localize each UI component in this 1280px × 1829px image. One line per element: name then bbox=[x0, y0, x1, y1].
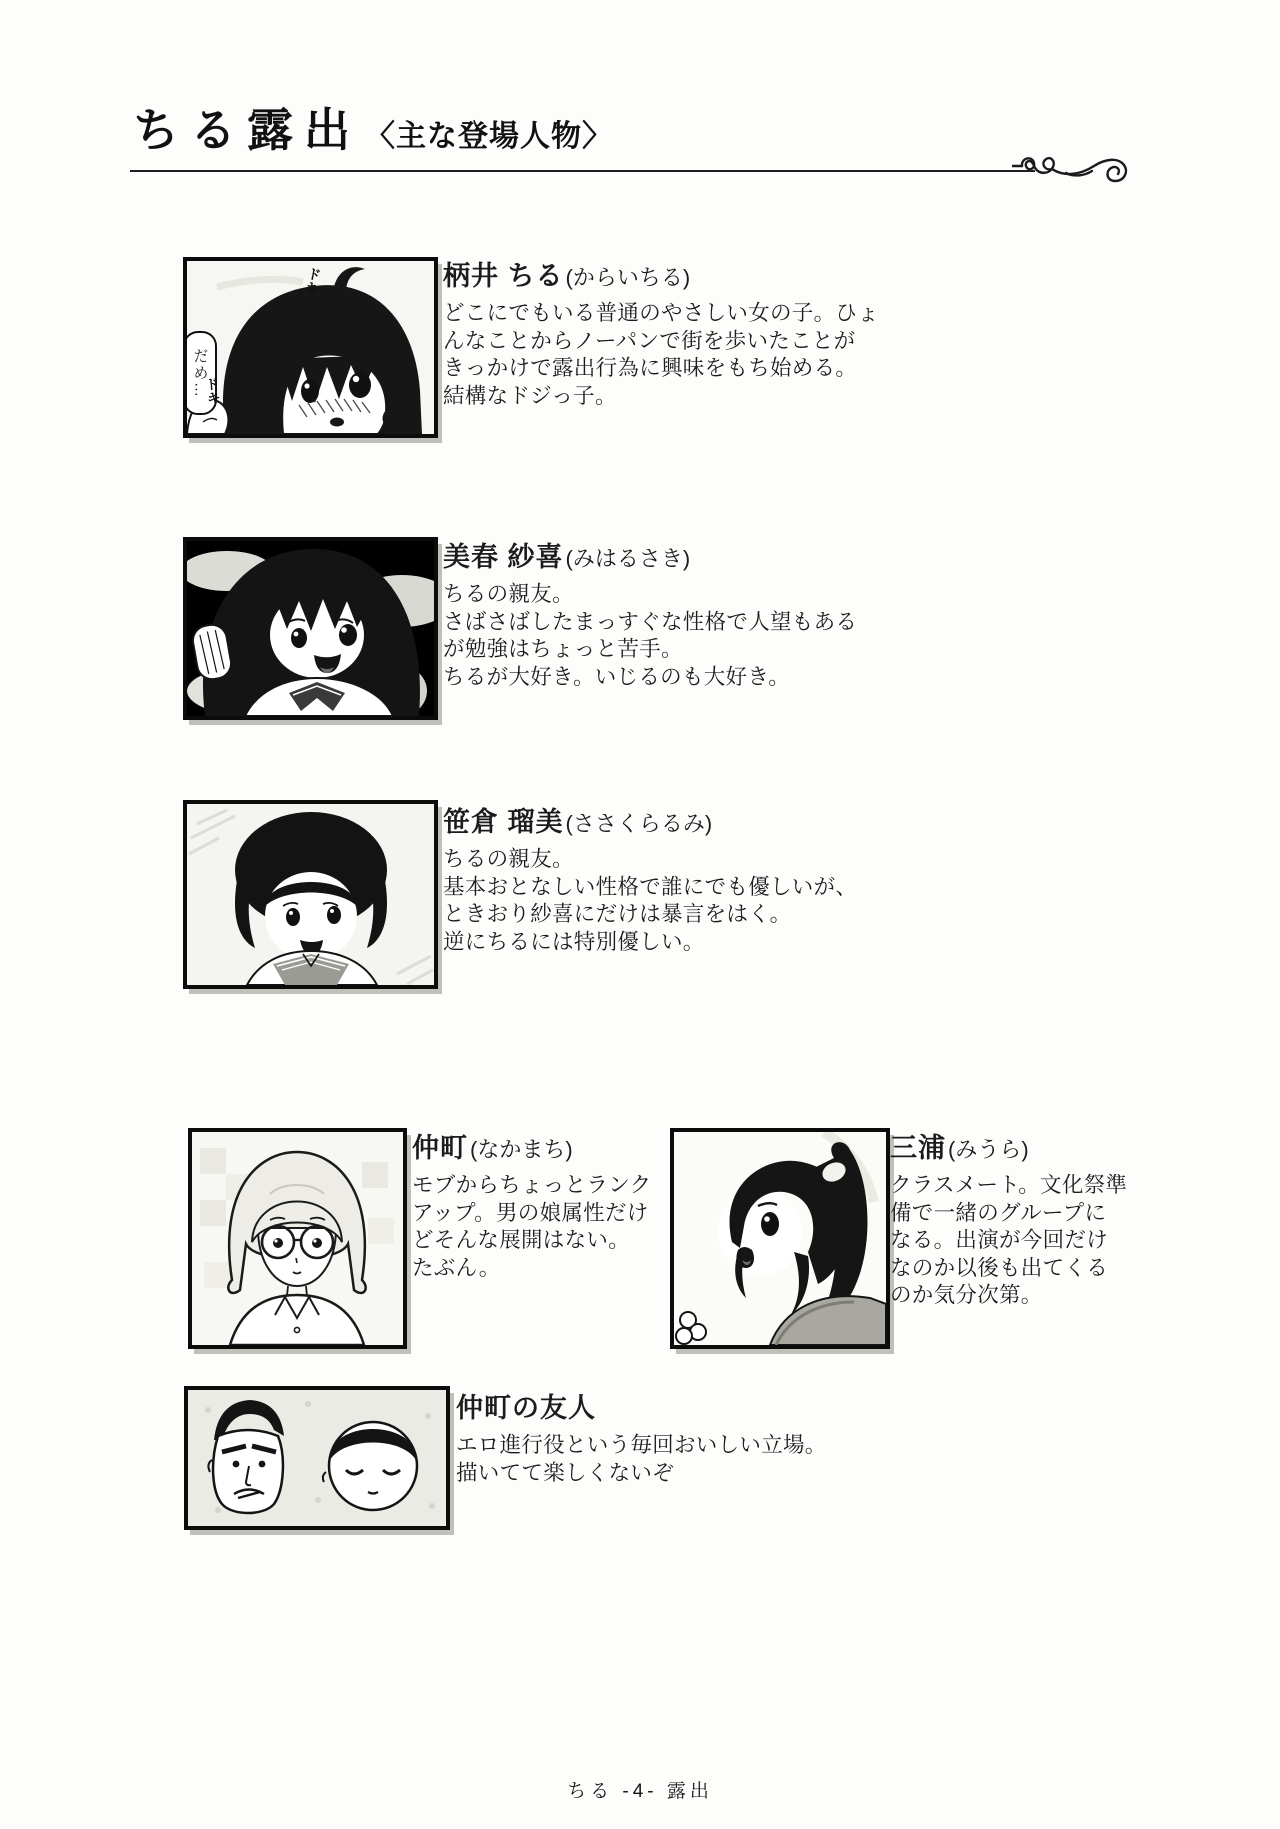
description-line: エロ進行役という毎回おいしい立場。 bbox=[456, 1433, 827, 1457]
nakamachi-illustration bbox=[192, 1132, 403, 1345]
description-line: んなことからノーパンで街を歩いたことが bbox=[443, 328, 856, 353]
description-line: アップ。男の娘属性だけ bbox=[412, 1200, 649, 1225]
char-block-saki bbox=[443, 535, 857, 691]
char-name: 仲町 bbox=[412, 1133, 468, 1163]
description-line: 描いてて楽しくないぞ bbox=[456, 1460, 675, 1485]
char-name: 美春 紗喜 bbox=[443, 542, 564, 572]
header-divider-line bbox=[130, 170, 1035, 172]
char-name: 柄井 ちる bbox=[443, 261, 564, 291]
friends-illustration bbox=[188, 1390, 446, 1526]
description-line: どそんな展開はない。 bbox=[412, 1228, 631, 1252]
char-name-row bbox=[456, 1386, 827, 1425]
description-line: きっかけで露出行為に興味をもち始める。 bbox=[443, 356, 858, 380]
description-line: ちるの親友。 bbox=[443, 847, 574, 871]
page-footer: ちる -4- 露出 bbox=[567, 1781, 713, 1802]
char-name-reading: (ささくらるみ) bbox=[565, 811, 713, 836]
saki-illustration bbox=[187, 541, 434, 716]
description-line: モブからちょっとランク bbox=[412, 1173, 652, 1197]
page-title bbox=[133, 94, 613, 160]
description-line: のか気分次第。 bbox=[890, 1283, 1043, 1307]
description-line: どこにでもいる普通のやさしい女の子。ひょ bbox=[443, 301, 880, 325]
description-line: クラスメート。文化祭準 bbox=[890, 1173, 1128, 1197]
char-block-nakamachi bbox=[412, 1126, 651, 1282]
char-name-reading: (みはるさき) bbox=[565, 546, 691, 571]
page-title-main: ちる露出 bbox=[133, 105, 361, 156]
description-line: さばさばしたまっすぐな性格で人望もある bbox=[443, 609, 858, 634]
rumi-illustration bbox=[187, 804, 434, 985]
char-block-miura bbox=[890, 1126, 1127, 1310]
description-line: ときおり紗喜にだけは暴言をはく。 bbox=[443, 902, 792, 926]
char-name-reading: (みうら) bbox=[948, 1137, 1029, 1162]
description-line: たぶん。 bbox=[412, 1255, 501, 1280]
description-line: 基本おとなしい性格で誰にでも優しいが、 bbox=[443, 874, 858, 899]
sfx-text: ドキ bbox=[203, 376, 223, 406]
char-name-row bbox=[443, 800, 857, 839]
char-name-row bbox=[443, 535, 857, 574]
miura-illustration bbox=[674, 1132, 886, 1345]
portrait-rumi bbox=[183, 800, 438, 989]
char-name: 三浦 bbox=[890, 1133, 946, 1163]
char-name-row bbox=[443, 254, 879, 293]
description-line: ちるが大好き。いじるのも大好き。 bbox=[443, 664, 791, 689]
char-block-rumi bbox=[443, 800, 857, 956]
char-name-reading: (からいちる) bbox=[565, 265, 691, 290]
flourish-ornament-icon bbox=[1012, 142, 1130, 186]
char-name: 仲町の友人 bbox=[456, 1393, 596, 1423]
portrait-nakamachi bbox=[188, 1128, 407, 1349]
description-line: が勉強はちょっと苦手。 bbox=[443, 637, 683, 661]
char-block-nakamachi-friends bbox=[456, 1386, 827, 1487]
char-name-reading: (なかまち) bbox=[470, 1137, 573, 1162]
description-line: なのか以後も出てくる bbox=[890, 1255, 1109, 1280]
char-name: 笹倉 瑠美 bbox=[443, 807, 564, 837]
description-line: 備で一緒のグループに bbox=[890, 1200, 1107, 1225]
portrait-saki bbox=[183, 537, 438, 720]
speech-bubble: だめ… bbox=[183, 331, 217, 415]
portrait-miura bbox=[670, 1128, 890, 1349]
char-name-row bbox=[890, 1126, 1127, 1165]
description-line: なる。出演が今回だけ bbox=[890, 1228, 1109, 1252]
portrait-nakamachi-friends bbox=[184, 1386, 450, 1530]
char-block-chiru bbox=[443, 254, 879, 410]
portrait-chiru bbox=[183, 257, 438, 438]
char-name-row bbox=[412, 1126, 651, 1165]
description-line: 結構なドジっ子。 bbox=[443, 383, 617, 408]
page-title-sub: 〈主な登場人物〉 bbox=[365, 120, 613, 153]
description-line: ちるの親友。 bbox=[443, 582, 574, 606]
sfx-text: ドキ bbox=[302, 265, 324, 297]
description-line: 逆にちるには特別優しい。 bbox=[443, 929, 705, 954]
